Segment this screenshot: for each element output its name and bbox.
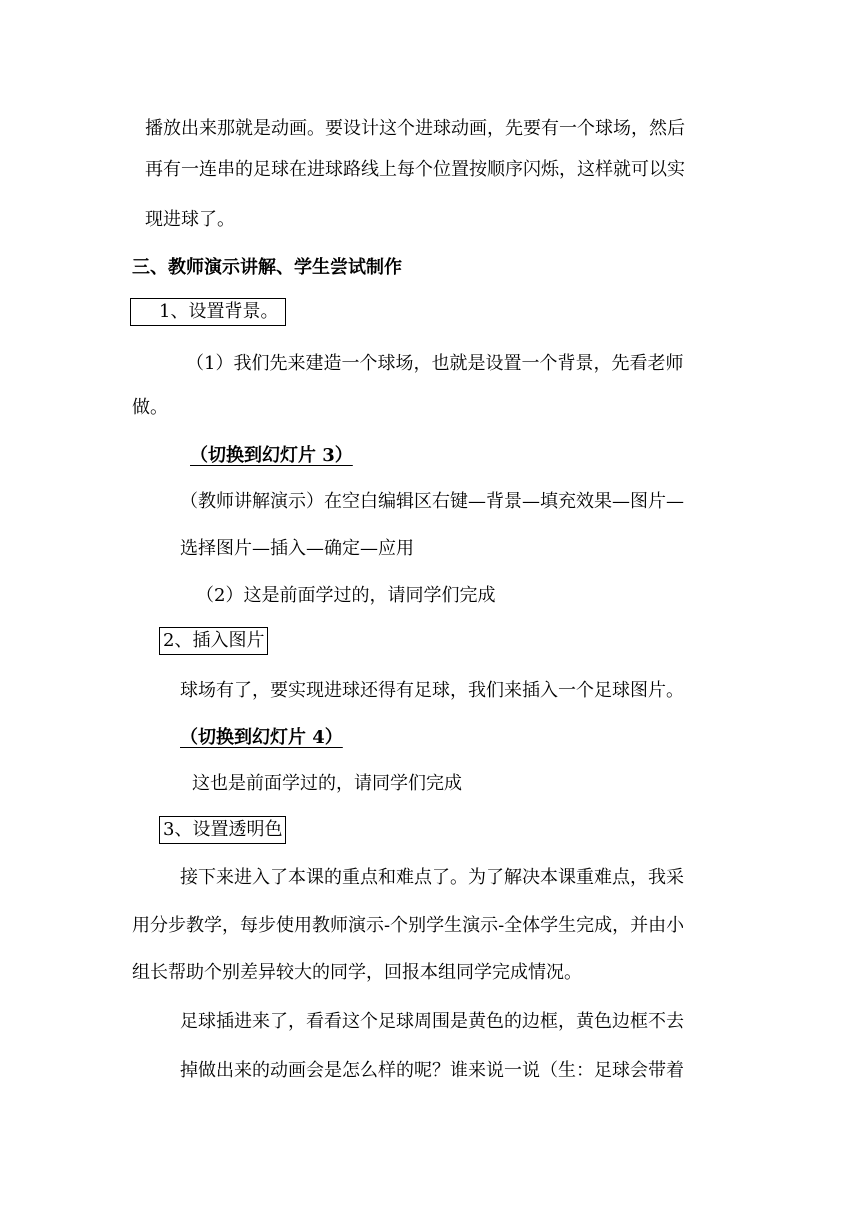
slide-switch-note: （切换到幻灯片 4） [180,727,343,748]
section-heading: 三、教师演示讲解、学生尝试制作 [132,257,402,278]
paragraph-line: 再有一连串的足球在进球路线上每个位置按顺序闪烁，这样就可以实 [145,159,685,180]
paragraph-line: 接下来进入了本课的重点和难点了。为了解决本课重难点，我采 [180,867,684,888]
paragraph-line: 现进球了。 [145,209,235,230]
paragraph-line: 掉做出来的动画会是怎么样的呢？谁来说一说（生：足球会带着 [180,1060,684,1081]
slide-switch-note: （切换到幻灯片 3） [190,445,353,466]
paragraph-line: 选择图片—插入—确定—应用 [180,538,414,559]
paragraph-line: 足球插进来了，看看这个足球周围是黄色的边框，黄色边框不去 [180,1011,684,1032]
paragraph-line: （教师讲解演示）在空白编辑区右键—背景—填充效果—图片— [180,491,684,512]
paragraph-line: 做。 [132,397,168,418]
paragraph-line: （2）这是前面学过的，请同学们完成 [196,585,496,606]
paragraph-line: 球场有了，要实现进球还得有足球，我们来插入一个足球图片。 [180,680,684,701]
step-heading-boxed: 1、设置背景。 [130,298,286,326]
paragraph-line: 这也是前面学过的，请同学们完成 [192,773,462,794]
paragraph-line: 播放出来那就是动画。要设计这个进球动画，先要有一个球场，然后 [145,118,685,139]
step-heading-boxed: 2、插入图片 [159,627,268,655]
paragraph-line: （1）我们先来建造一个球场，也就是设置一个背景，先看老师 [186,353,684,374]
paragraph-line: 组长帮助个别差异较大的同学，回报本组同学完成情况。 [132,962,582,983]
step-heading-boxed: 3、设置透明色 [159,816,286,844]
paragraph-line: 用分步教学，每步使用教师演示-个别学生演示-全体学生完成，并由小 [132,915,685,936]
